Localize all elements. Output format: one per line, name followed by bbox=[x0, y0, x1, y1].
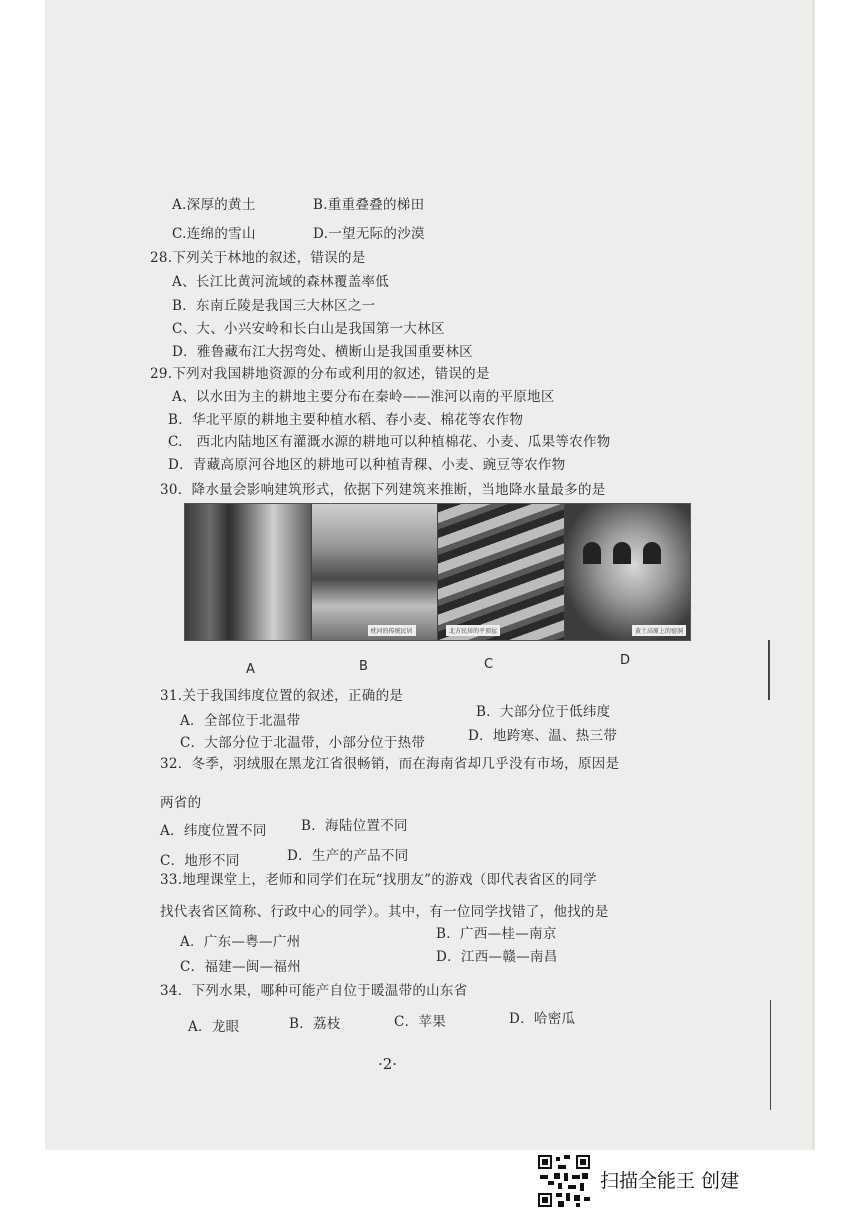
option-text: A、长江比黄河流域的森林覆盖率低 bbox=[172, 274, 390, 290]
option-text: A．全部位于北温带 bbox=[180, 713, 301, 729]
photo-label: D bbox=[620, 653, 631, 668]
question-stem: 30．降水量会影响建筑形式，依据下列建筑来推断，当地降水量最多的是 bbox=[160, 482, 606, 498]
option-text: B．东南丘陵是我国三大林区之一 bbox=[172, 298, 376, 314]
scan-mark bbox=[768, 640, 770, 700]
photo-a bbox=[185, 504, 312, 640]
option-text: A．纬度位置不同 bbox=[160, 823, 267, 839]
page-number: ·2· bbox=[378, 1055, 398, 1073]
option-text: A.深厚的黄土 bbox=[172, 197, 256, 213]
option-text: D．江西—赣—南昌 bbox=[436, 949, 558, 965]
cave-arch bbox=[583, 542, 601, 564]
option-text: C．福建—闽—福州 bbox=[180, 959, 302, 975]
scan-mark bbox=[770, 1000, 771, 1110]
photo-label: C bbox=[484, 657, 494, 672]
option-text: D．雅鲁藏布江大拐弯处、横断山是我国重要林区 bbox=[172, 344, 473, 360]
question-stem: 31.关于我国纬度位置的叙述，正确的是 bbox=[160, 688, 404, 704]
question-stem: 28.下列关于林地的叙述，错误的是 bbox=[150, 250, 366, 266]
cave-arch bbox=[643, 542, 661, 564]
option-text: A、以水田为主的耕地主要分布在秦岭——淮河以南的平原地区 bbox=[172, 389, 555, 405]
option-text: B.重重叠叠的梯田 bbox=[313, 197, 425, 213]
photo-d bbox=[565, 504, 691, 640]
building-photos bbox=[184, 503, 691, 641]
option-text: B．荔枝 bbox=[289, 1016, 341, 1032]
option-text: C.连绵的雪山 bbox=[172, 226, 256, 242]
option-text: A．广东—粤—广州 bbox=[180, 934, 301, 950]
question-stem: 29.下列对我国耕地资源的分布或利用的叙述，错误的是 bbox=[150, 366, 490, 382]
option-text: C. 西北内陆地区有灌溉水源的耕地可以种植棉花、小麦、瓜果等农作物 bbox=[168, 434, 611, 450]
photo-label: B bbox=[359, 659, 368, 674]
option-text: D．地跨寒、温、热三带 bbox=[468, 728, 618, 744]
photo-c bbox=[438, 504, 565, 640]
cave-arch bbox=[613, 542, 631, 564]
qr-code-icon bbox=[536, 1153, 592, 1209]
option-text: C．大部分位于北温带，小部分位于热带 bbox=[180, 735, 426, 751]
option-text: C．地形不同 bbox=[160, 853, 240, 869]
photo-caption: 北方民居的平顶屋 bbox=[446, 625, 500, 636]
option-text: B．大部分位于低纬度 bbox=[476, 704, 611, 720]
photo-caption: 黄土高原上的窑洞 bbox=[632, 625, 686, 636]
paper-edge bbox=[812, 0, 815, 1150]
question-stem: 两省的 bbox=[160, 795, 202, 811]
photo-caption: 枕河的传统民居 bbox=[368, 625, 416, 636]
option-text: D．青藏高原河谷地区的耕地可以种植青稞、小麦、豌豆等农作物 bbox=[168, 457, 566, 473]
question-stem: 34．下列水果，哪种可能产自位于暖温带的山东省 bbox=[160, 983, 468, 999]
question-stem: 找代表省区简称、行政中心的同学）。其中，有一位同学找错了，他找的是 bbox=[160, 904, 609, 920]
question-stem: 32．冬季，羽绒服在黑龙江省很畅销，而在海南省却几乎没有市场，原因是 bbox=[160, 756, 620, 772]
option-text: A．龙眼 bbox=[188, 1019, 240, 1035]
photo-label: A bbox=[246, 662, 255, 677]
option-text: C．苹果 bbox=[394, 1014, 447, 1030]
footer-watermark: 扫描全能王 创建 bbox=[600, 1170, 740, 1192]
photo-b bbox=[312, 504, 439, 640]
option-text: D．哈密瓜 bbox=[509, 1011, 576, 1027]
option-text: C、大、小兴安岭和长白山是我国第一大林区 bbox=[172, 321, 445, 337]
question-stem: 33.地理课堂上，老师和同学们在玩“找朋友”的游戏（即代表省区的同学 bbox=[160, 872, 597, 888]
option-text: B．广西—桂—南京 bbox=[436, 926, 557, 942]
option-text: D.一望无际的沙漠 bbox=[313, 226, 425, 242]
option-text: B．华北平原的耕地主要种植水稻、春小麦、棉花等农作物 bbox=[168, 412, 524, 428]
option-text: B．海陆位置不同 bbox=[301, 818, 408, 834]
option-text: D．生产的产品不同 bbox=[287, 848, 409, 864]
